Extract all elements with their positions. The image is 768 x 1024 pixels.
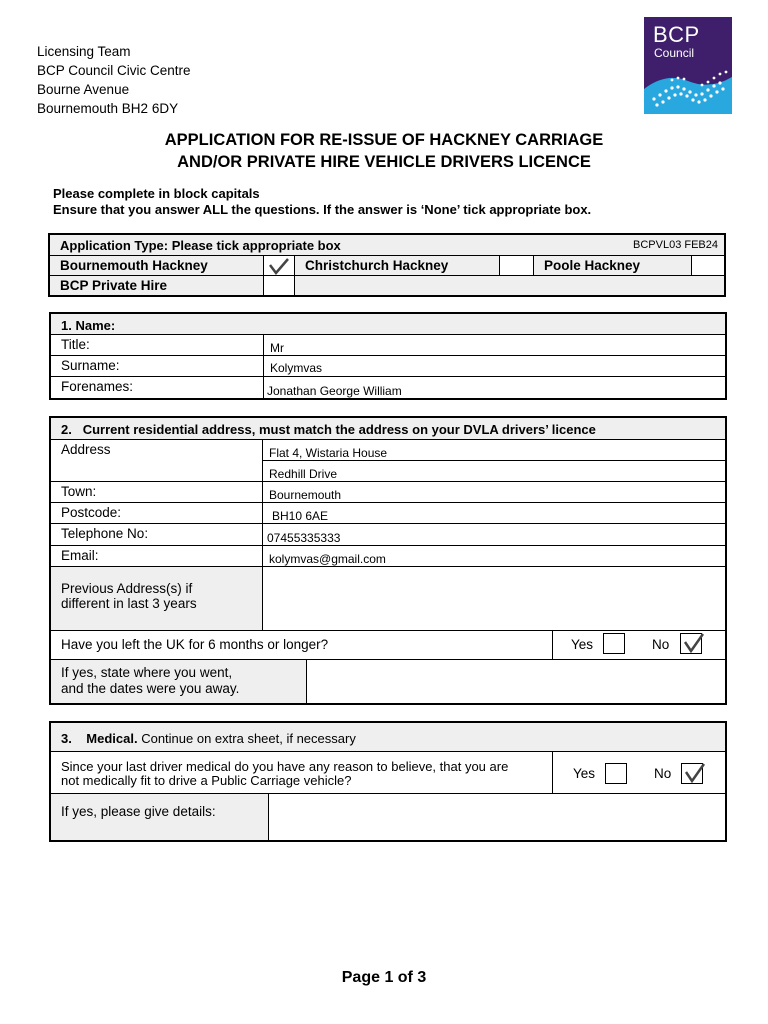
travel-details-field[interactable] — [307, 660, 725, 703]
option-christchurch-hackney-label: Christchurch Hackney — [295, 256, 500, 276]
title-label: Title: — [51, 335, 264, 356]
town-label: Town: — [51, 482, 263, 503]
label-line: If yes, state where you went, — [61, 665, 233, 680]
logo-text-bcp: BCP — [653, 22, 700, 47]
section-number: 3. — [61, 731, 72, 746]
medical-section-heading — [51, 723, 725, 752]
email-label: Email: — [51, 546, 263, 567]
if-yes-travel-label — [51, 660, 307, 703]
option-poole-hackney-label: Poole Hackney — [534, 256, 692, 276]
title-field[interactable]: Mr — [264, 335, 725, 356]
medical-details-label: If yes, please give details: — [51, 794, 269, 840]
address-line: BCP Council Civic Centre — [37, 63, 191, 78]
application-type-heading — [50, 235, 724, 256]
label-line: different in last 3 years — [61, 596, 197, 611]
postcode-label: Postcode: — [51, 503, 263, 524]
medical-heading-rest: Continue on extra sheet, if necessary — [137, 731, 356, 746]
question-line: not medically fit to drive a Public Carriage vehicle? — [61, 773, 352, 788]
name-section — [49, 312, 727, 400]
empty-cell — [295, 276, 724, 295]
postcode-field[interactable]: BH10 6AE — [263, 503, 725, 524]
medical-yes-checkbox[interactable] — [605, 763, 627, 784]
forenames-label: Forenames: — [51, 377, 264, 398]
logo-text-council: Council — [654, 46, 695, 60]
name-section-heading: 1. Name: — [51, 314, 725, 335]
title-line: AND/OR PRIVATE HIRE VEHICLE DRIVERS LICENCE — [177, 153, 591, 171]
left-uk-question: Have you left the UK for 6 months or longer? — [51, 631, 553, 660]
option-bournemouth-hackney-label: Bournemouth Hackney — [50, 256, 264, 276]
address-section-heading — [51, 418, 725, 440]
address-line1-field[interactable]: Flat 4, Wistaria House — [263, 440, 725, 461]
no-label: No — [654, 766, 672, 781]
medical-heading-bold: Medical. — [86, 731, 138, 746]
title-line: APPLICATION FOR RE-ISSUE OF HACKNEY CARRIAGE — [164, 131, 604, 149]
option-christchurch-hackney-checkbox[interactable] — [500, 256, 534, 276]
form-reference: BCPVL03 FEB24 — [633, 239, 718, 251]
medical-no-checkbox[interactable] — [681, 763, 703, 784]
surname-label: Surname: — [51, 356, 264, 377]
yes-label: Yes — [571, 637, 594, 652]
label-line: and the dates were you away. — [61, 681, 240, 696]
address-section — [49, 416, 727, 705]
address-label: Address — [51, 440, 263, 482]
bcp-council-logo — [644, 17, 732, 114]
left-uk-answer — [553, 631, 725, 660]
yes-label: Yes — [573, 766, 596, 781]
application-type-table — [48, 233, 726, 297]
left-uk-yes-checkbox[interactable] — [603, 633, 625, 654]
email-field[interactable]: kolymvas@gmail.com — [263, 546, 725, 567]
left-uk-no-checkbox[interactable] — [680, 633, 702, 654]
section-number: 2. — [61, 422, 72, 437]
application-type-heading-text: Application Type: Please tick appropriate box — [60, 238, 341, 253]
medical-question — [51, 752, 553, 794]
address-line: Licensing Team — [37, 44, 131, 59]
instruction-line: Please complete in block capitals — [53, 186, 260, 201]
option-bcp-private-hire-label: BCP Private Hire — [50, 276, 264, 295]
medical-answer — [553, 752, 725, 794]
question-line: Since your last driver medical do you have any reason to believe, that you are — [61, 759, 509, 774]
label-line: Previous Address(s) if — [61, 581, 193, 596]
sender-address — [37, 42, 191, 118]
no-label: No — [652, 637, 670, 652]
address-line2-field[interactable]: Redhill Drive — [263, 461, 725, 482]
medical-section — [49, 721, 727, 842]
instructions — [53, 186, 591, 218]
check-icon — [266, 256, 294, 276]
medical-details-field[interactable] — [269, 794, 725, 840]
forenames-field[interactable]: Jonathan George William — [267, 384, 402, 398]
option-bournemouth-hackney-checkbox[interactable] — [264, 256, 295, 276]
previous-address-label — [51, 567, 263, 631]
check-icon — [682, 762, 706, 784]
address-line: Bourne Avenue — [37, 82, 130, 97]
address-line: Bournemouth BH2 6DY — [37, 101, 179, 116]
form-title — [0, 129, 768, 173]
instruction-line: Ensure that you answer ALL the questions. If the answer is ‘None’ tick appropriate box. — [53, 202, 592, 217]
page-number: Page 1 of 3 — [341, 969, 427, 986]
option-poole-hackney-checkbox[interactable] — [692, 256, 724, 276]
check-icon — [681, 632, 705, 654]
surname-field[interactable]: Kolymvas — [264, 356, 725, 377]
telephone-label: Telephone No: — [51, 524, 263, 546]
previous-address-field[interactable] — [263, 567, 725, 631]
town-field[interactable]: Bournemouth — [263, 482, 725, 503]
option-bcp-private-hire-checkbox[interactable] — [264, 276, 295, 295]
address-heading-text: Current residential address, must match the address on your DVLA drivers’ licence — [82, 422, 596, 437]
telephone-field[interactable]: 07455335333 — [263, 524, 725, 546]
